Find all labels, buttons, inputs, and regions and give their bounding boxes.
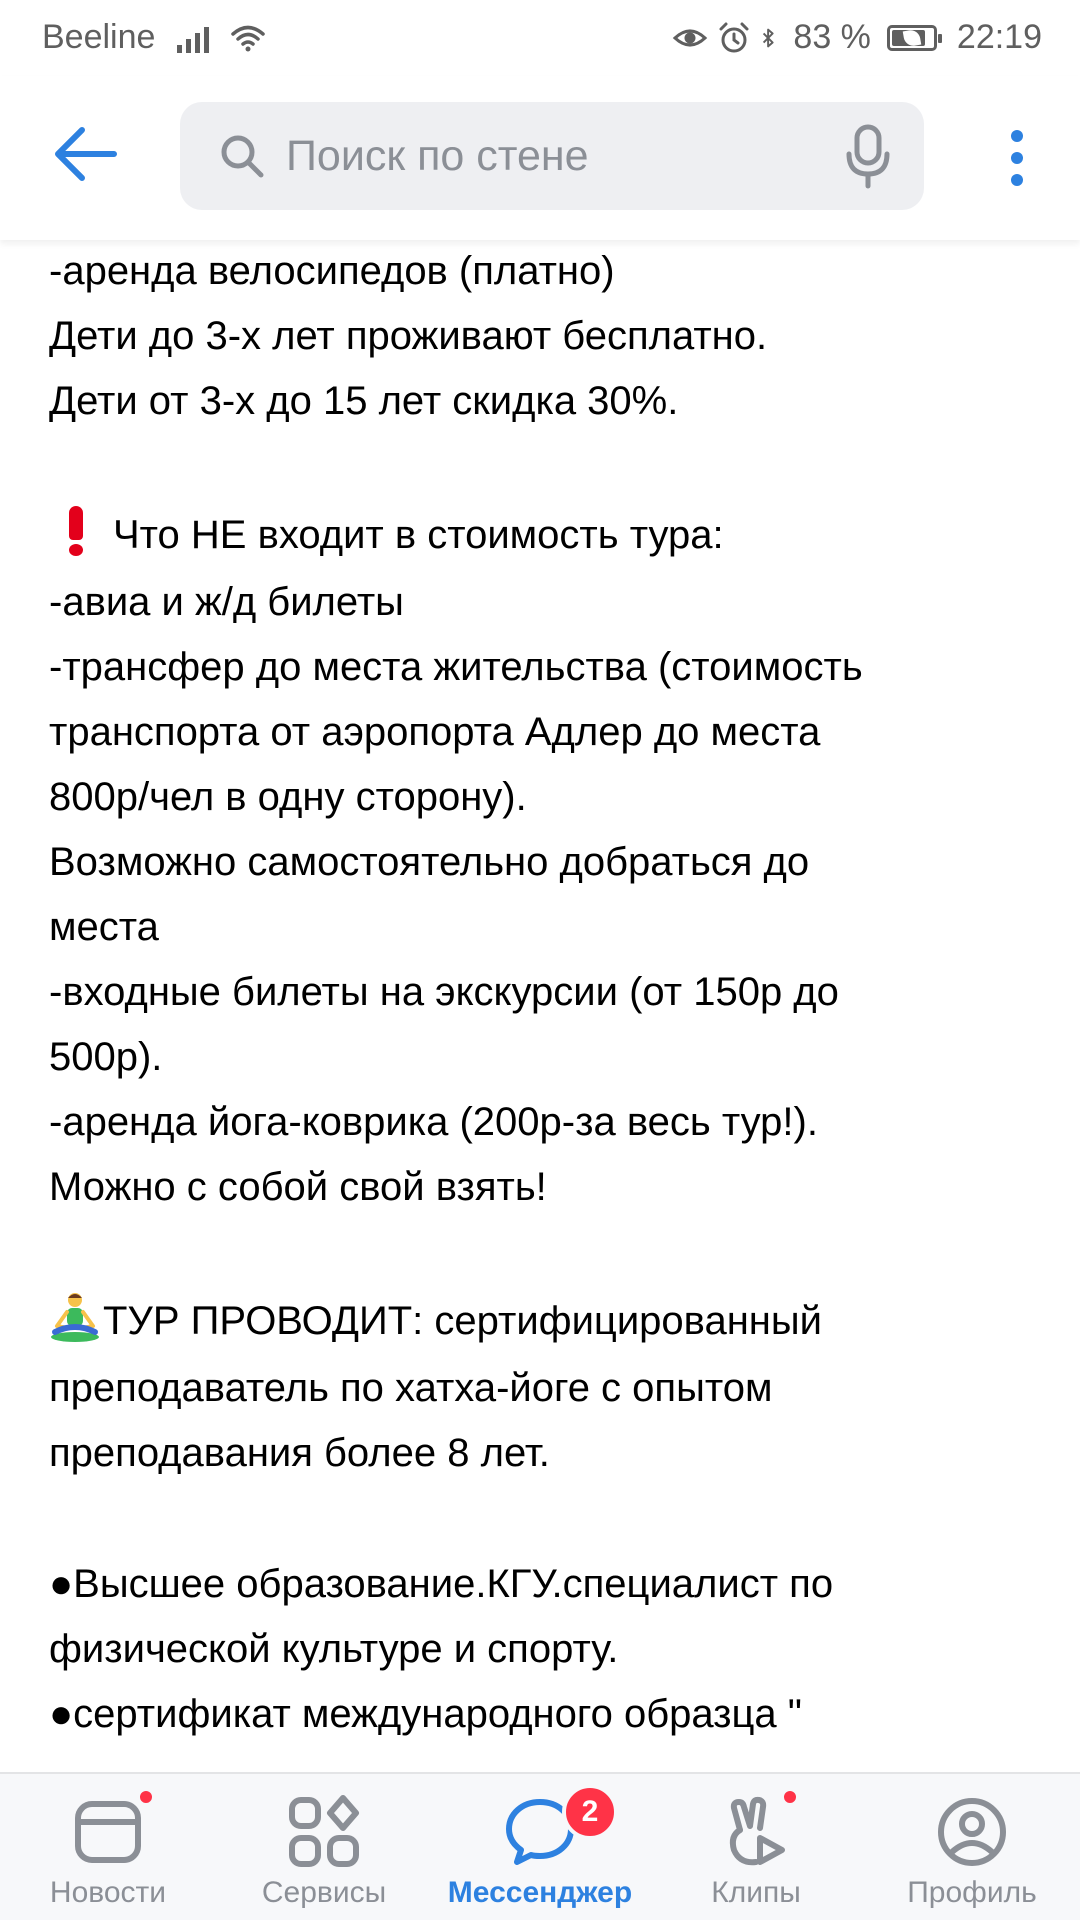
post-line: ●Высшее образование.КГУ.специалист по — [49, 1562, 834, 1606]
post-line: Можно с собой свой взять! — [49, 1165, 547, 1209]
header — [0, 76, 1080, 240]
post-line: преподаватель по хатха-йоге с опытом — [49, 1366, 773, 1410]
services-icon — [288, 1796, 360, 1868]
tab-messenger[interactable] — [432, 1774, 648, 1922]
post-line: 500р). — [49, 1035, 163, 1079]
tab-services[interactable] — [216, 1774, 432, 1922]
post-section-heading — [49, 500, 1049, 570]
alarm-icon — [717, 21, 751, 55]
post-section-heading — [49, 1286, 1049, 1356]
post-line: Возможно самостоятельно добраться до — [49, 840, 810, 884]
search-bar[interactable] — [180, 102, 924, 210]
post-blank-line — [49, 434, 1049, 500]
news-notification-dot — [137, 1788, 155, 1806]
tab-news[interactable] — [0, 1774, 216, 1922]
post-line: -аренда йога-коврика (200р-за весь тур!). — [49, 1100, 818, 1144]
status-bar — [0, 0, 1080, 76]
tab-profile[interactable] — [864, 1774, 1080, 1922]
tab-clips[interactable] — [648, 1774, 864, 1922]
post-content — [0, 240, 1080, 1772]
tab-label: Профиль — [907, 1876, 1037, 1909]
search-icon — [218, 132, 266, 180]
bluetooth-icon — [761, 21, 783, 55]
post-line: Что НЕ входит в стоимость тура: — [113, 513, 724, 557]
post-line: -аренда велосипедов (платно) — [49, 249, 615, 293]
search-input[interactable] — [286, 124, 806, 188]
wifi-icon — [231, 21, 265, 55]
post-line: -авиа и ж/д билеты — [49, 580, 404, 624]
clips-icon — [720, 1796, 792, 1868]
more-options-button[interactable] — [1004, 128, 1030, 188]
post-text — [49, 174, 1049, 1747]
post-blank-line — [49, 1220, 1049, 1286]
eye-icon — [673, 21, 707, 55]
post-line: ●сертификат международного образца " — [49, 1692, 802, 1736]
microphone-icon[interactable] — [844, 124, 892, 190]
post-line: Дети до 3-х лет проживают бесплатно. — [49, 314, 768, 358]
post-line: -входные билеты на экскурсии (от 150р до — [49, 970, 839, 1014]
battery-percent: 83 % — [793, 18, 871, 56]
post-line: Дети от 3-х до 15 лет скидка 30%. — [49, 379, 679, 423]
bottom-navigation — [0, 1772, 1080, 1920]
messenger-unread-badge: 2 — [562, 1784, 618, 1840]
tab-label: Мессенджер — [447, 1876, 633, 1909]
tab-label: Клипы — [711, 1876, 801, 1909]
clock: 22:19 — [956, 18, 1042, 56]
news-icon — [72, 1796, 144, 1868]
exclamation-icon — [65, 506, 87, 556]
post-line: преподавания более 8 лет. — [49, 1431, 550, 1475]
more-vertical-icon — [1011, 130, 1023, 142]
tab-label: Сервисы — [261, 1876, 387, 1909]
post-line: физической культуре и спорту. — [49, 1627, 619, 1671]
post-line: транспорта от аэропорта Адлер до места — [49, 710, 821, 754]
yoga-meditation-icon — [49, 1292, 101, 1342]
carrier-name: Beeline — [42, 18, 156, 56]
tab-label: Новости — [49, 1876, 167, 1909]
post-blank-line — [49, 1486, 1049, 1552]
post-line: 800р/чел в одну сторону). — [49, 775, 527, 819]
battery-icon — [887, 25, 937, 51]
post-line: ТУР ПРОВОДИТ: сертифицированный — [103, 1299, 822, 1343]
post-line: места — [49, 905, 159, 949]
post-line: -трансфер до места жительства (стоимость — [49, 645, 863, 689]
signal-icon — [177, 23, 209, 53]
profile-icon — [936, 1796, 1008, 1868]
back-arrow-icon[interactable] — [48, 124, 120, 184]
clips-notification-dot — [781, 1788, 799, 1806]
